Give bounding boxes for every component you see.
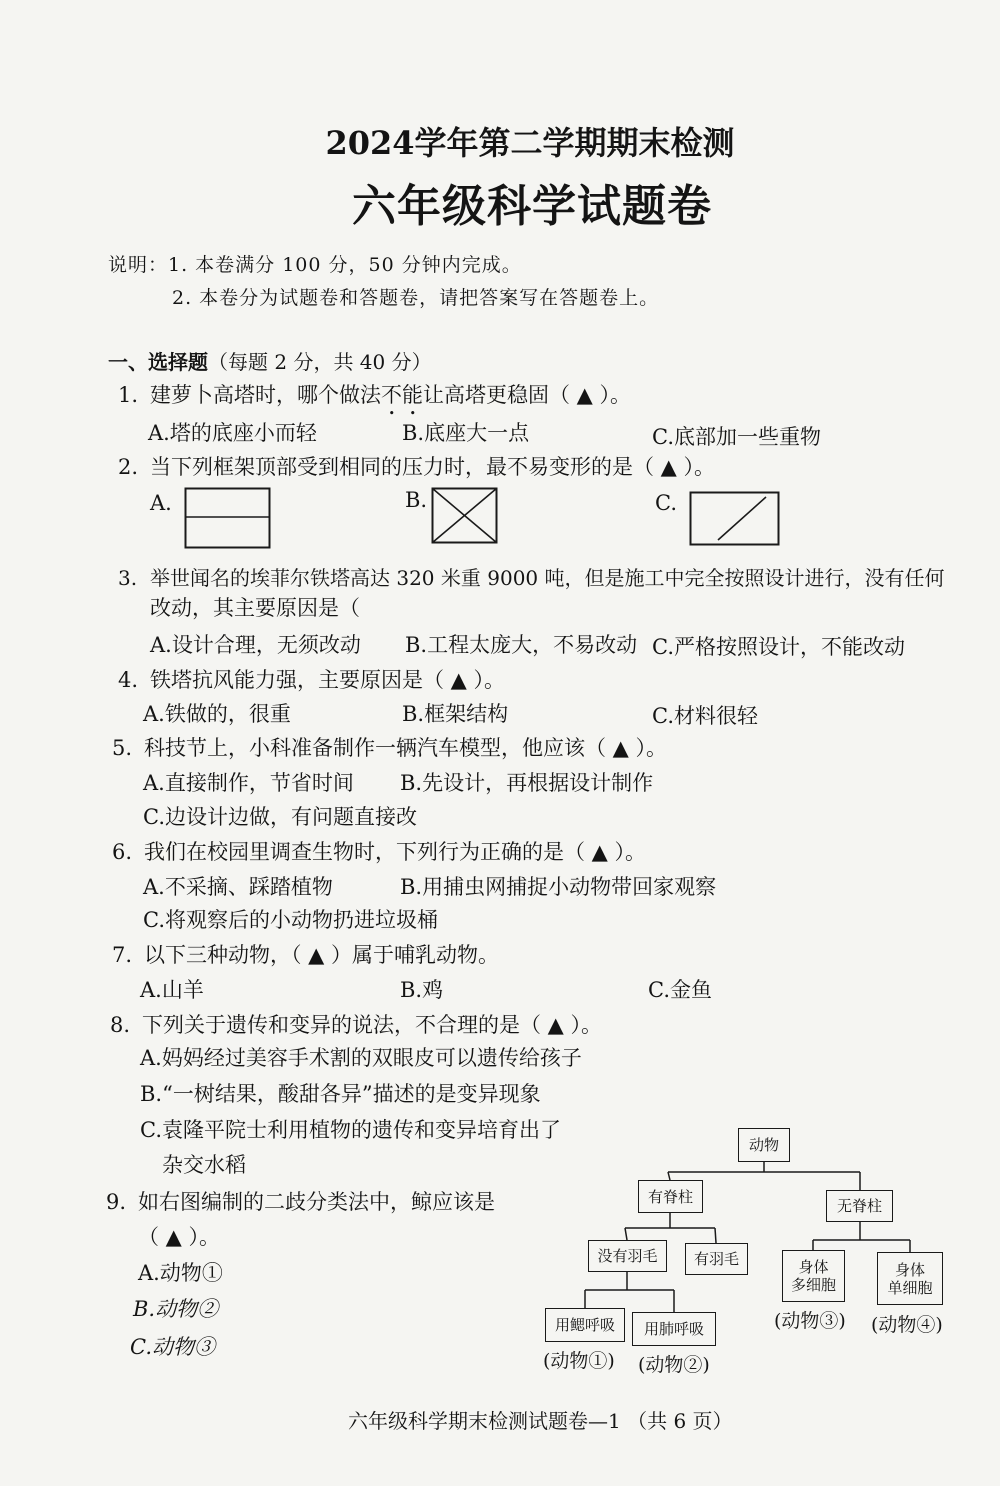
question-2 xyxy=(118,454,715,480)
option-b: B.先设计，再根据设计制作 xyxy=(400,771,654,795)
exam-title: 2024学年第二学期期末检测 xyxy=(325,124,735,162)
option-b: B. xyxy=(405,488,428,512)
question-4 xyxy=(118,667,505,693)
node-feathers: 有羽毛 xyxy=(685,1243,748,1275)
frame-horizontal-beam-figure xyxy=(184,487,272,551)
question-stem: 铁塔抗风能力强，主要原因是（ ▲ ）。 xyxy=(150,668,505,692)
node-vertebrate: 有脊柱 xyxy=(638,1180,703,1213)
option-a: A.妈妈经过美容手术割的双眼皮可以遗传给孩子 xyxy=(140,1046,582,1070)
option-a: A. xyxy=(150,491,172,515)
option-b: B.“一树结果，酸甜各异”描述的是变异现象 xyxy=(140,1082,541,1106)
option-c: C. xyxy=(655,491,677,515)
question-stem: 科技节上，小科准备制作一辆汽车模型，他应该（ ▲ ）。 xyxy=(144,736,667,760)
option-a: A.铁做的，很重 xyxy=(143,702,291,726)
question-stem-continued: 改动，其主要原因是（ xyxy=(150,596,360,620)
node-animal: 动物 xyxy=(738,1128,790,1162)
question-stem: 我们在校园里调查生物时，下列行为正确的是（ ▲ ）。 xyxy=(144,840,646,864)
question-stem: 建萝卜高塔时，哪个做法 xyxy=(150,383,381,407)
instructions-label: 说明： xyxy=(108,254,169,276)
question-number: 7. xyxy=(112,943,133,967)
section-title: 一、选择题 xyxy=(108,350,208,374)
question-stem: 让高塔更稳固（ ▲ ）。 xyxy=(423,383,631,407)
question-stem-continued: （ ▲ ）。 xyxy=(138,1225,221,1249)
option-c: C.动物③ xyxy=(130,1335,215,1359)
node-multicellular-line-1: 身体 xyxy=(798,1258,829,1276)
question-number: 8. xyxy=(110,1013,131,1037)
instruction-item: 2. 本卷分为试题卷和答题卷，请把答案写在答题卷上。 xyxy=(172,287,660,309)
section-note: （每题 2 分，共 40 分） xyxy=(208,350,432,374)
label-animal-2: (动物②) xyxy=(638,1354,710,1376)
question-3 xyxy=(118,565,945,591)
label-animal-1: (动物①) xyxy=(543,1350,615,1372)
question-stem-emphasis: 不能 xyxy=(381,383,423,407)
question-stem: 下列关于遗传和变异的说法，不合理的是（ ▲ ）。 xyxy=(142,1013,602,1037)
label-animal-4: (动物④) xyxy=(871,1314,943,1336)
instructions-line-1 xyxy=(108,252,522,278)
option-c: C.严格按照设计，不能改动 xyxy=(652,635,905,659)
question-9 xyxy=(106,1189,495,1215)
question-number: 4. xyxy=(118,668,139,692)
option-a: A.动物① xyxy=(138,1261,223,1285)
option-b: B.动物② xyxy=(133,1297,219,1321)
frame-cross-brace-figure xyxy=(431,487,499,545)
node-multicellular-line-2: 多细胞 xyxy=(790,1276,836,1294)
frame-diagonal-brace-figure xyxy=(689,491,781,547)
option-c: C.边设计边做，有问题直接改 xyxy=(143,805,417,829)
node-unicellular xyxy=(877,1252,943,1305)
option-b: B.框架结构 xyxy=(402,702,509,726)
option-c: C.金鱼 xyxy=(648,978,712,1002)
page-footer: 六年级科学期末检测试题卷—1 （共 6 页） xyxy=(348,1409,733,1433)
node-multicellular xyxy=(782,1250,845,1302)
option-c-continued: 杂交水稻 xyxy=(162,1153,246,1177)
option-a: A.直接制作，节省时间 xyxy=(143,771,354,795)
question-5 xyxy=(112,735,667,761)
option-a: A.不采摘、踩踏植物 xyxy=(143,875,333,899)
option-c: C.将观察后的小动物扔进垃圾桶 xyxy=(143,908,438,932)
option-a: A.山羊 xyxy=(140,978,204,1002)
question-number: 6. xyxy=(112,840,133,864)
node-unicellular-line-1: 身体 xyxy=(894,1260,925,1279)
question-6 xyxy=(112,839,646,865)
node-invertebrate: 无脊柱 xyxy=(826,1190,893,1222)
node-lungs: 用肺呼吸 xyxy=(632,1312,716,1346)
node-no-feathers: 没有羽毛 xyxy=(588,1240,667,1272)
question-stem: 以下三种动物，（ ▲ ）属于哺乳动物。 xyxy=(144,943,499,967)
question-stem: 举世闻名的埃菲尔铁塔高达 320 米重 9000 吨，但是施工中完全按照设计进行，没有任何 xyxy=(150,566,945,590)
option-a: A.塔的底座小而轻 xyxy=(148,421,317,445)
question-1 xyxy=(118,382,631,420)
section-heading xyxy=(108,349,432,375)
option-a: A.设计合理，无须改动 xyxy=(150,633,361,657)
question-number: 5. xyxy=(112,736,133,760)
question-stem: 当下列框架顶部受到相同的压力时，最不易变形的是（ ▲ ）。 xyxy=(150,455,715,479)
exam-subtitle: 六年级科学试题卷 xyxy=(352,181,712,232)
question-number: 2. xyxy=(118,455,139,479)
node-gills: 用鳃呼吸 xyxy=(545,1308,625,1342)
instruction-item: 1. 本卷满分 100 分，50 分钟内完成。 xyxy=(168,254,522,276)
option-c: C.材料很轻 xyxy=(652,704,758,728)
option-b: B.底座大一点 xyxy=(402,421,530,445)
question-number: 9. xyxy=(106,1190,127,1214)
option-b: B.用捕虫网捕捉小动物带回家观察 xyxy=(400,875,717,899)
node-unicellular-line-2: 单细胞 xyxy=(887,1278,933,1297)
option-b: B.工程太庞大，不易改动 xyxy=(405,633,638,657)
question-7 xyxy=(112,942,499,968)
label-animal-3: (动物③) xyxy=(774,1310,846,1332)
question-8 xyxy=(110,1012,602,1038)
question-stem: 如右图编制的二歧分类法中，鲸应该是 xyxy=(138,1190,495,1214)
option-b: B.鸡 xyxy=(400,978,444,1002)
question-number: 3. xyxy=(118,566,138,590)
option-c: C.袁隆平院士利用植物的遗传和变异培育出了 xyxy=(140,1118,561,1142)
question-number: 1. xyxy=(118,383,139,407)
option-c: C.底部加一些重物 xyxy=(652,425,821,449)
